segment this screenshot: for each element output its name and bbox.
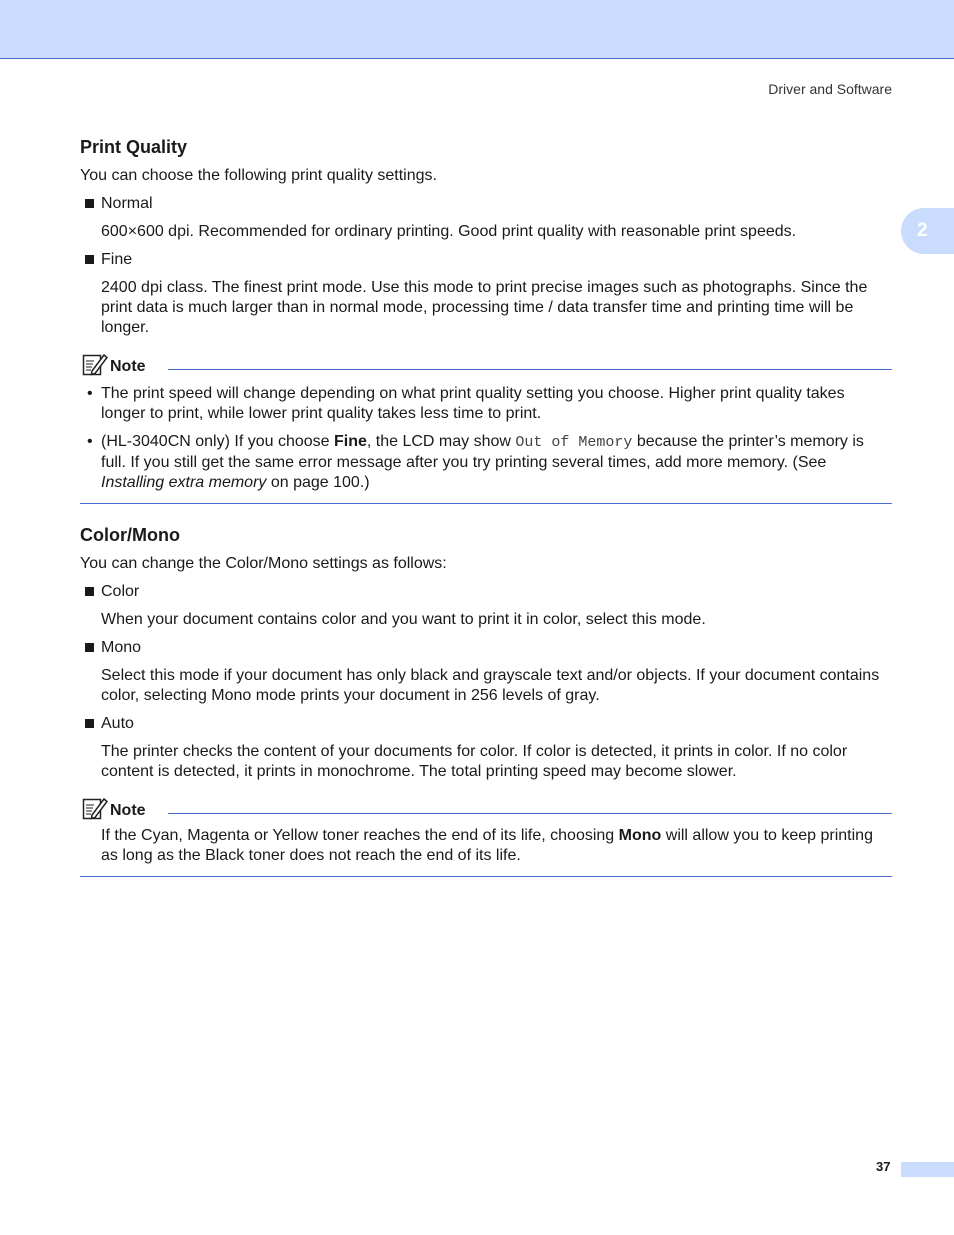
top-header-band xyxy=(0,0,954,59)
bullet-description: When your document contains color and you want to print it in color, select this mode. xyxy=(101,611,706,628)
note-text-part: If the Cyan, Magenta or Yellow toner reaches the end of its life, choosing xyxy=(101,827,619,844)
note-pencil-icon xyxy=(82,352,108,376)
bullet-item-auto xyxy=(80,714,892,734)
bullet-item-fine xyxy=(80,250,892,270)
note-item xyxy=(80,432,892,493)
bullet-label: Color xyxy=(101,583,140,600)
note-pencil-icon xyxy=(82,796,108,820)
note-header xyxy=(80,796,892,820)
running-header: Driver and Software xyxy=(768,81,892,97)
bullet-item-color xyxy=(80,582,892,602)
note-item xyxy=(80,384,892,424)
bullet-label: Normal xyxy=(101,195,153,212)
note-header xyxy=(80,352,892,376)
chapter-tab: 2 xyxy=(901,208,954,254)
bullet-description: 600×600 dpi. Recommended for ordinary printing. Good print quality with reasonable print speeds. xyxy=(101,223,797,240)
square-bullet-icon xyxy=(85,587,94,596)
bullet-label: Mono xyxy=(101,639,142,656)
note-text-part: , the LCD may show xyxy=(366,433,516,450)
note-text-part: on page 100.) xyxy=(266,474,370,491)
note-item xyxy=(80,826,892,866)
lcd-message: Out of Memory xyxy=(515,434,633,451)
note-text: The print speed will change depending on what print quality setting you choose. Higher print quality takes longer to print, while lower print quality takes less time to print. xyxy=(101,385,845,422)
note-text-part: will allow you to keep printing as long as the Black toner does not reach the end of its life. xyxy=(101,827,873,864)
emphasis-fine: Fine xyxy=(334,433,367,450)
note-text-part: (HL-3040CN only) If you choose xyxy=(101,433,334,450)
bullet-dot-icon: • xyxy=(87,385,93,402)
note-divider xyxy=(168,369,892,370)
square-bullet-icon xyxy=(85,255,94,264)
page-number-bar xyxy=(901,1162,954,1177)
note-end-divider xyxy=(80,876,892,877)
note-label: Note xyxy=(110,802,146,819)
bullet-item-mono xyxy=(80,638,892,658)
bullet-description: 2400 dpi class. The finest print mode. Use this mode to print precise images such as photographs. Since the print data is much larger than in normal mode, processing time / data transfer time and printing time will be longer. xyxy=(101,279,868,336)
emphasis-mono: Mono xyxy=(618,827,662,844)
color-mono-section xyxy=(80,524,892,877)
page-content xyxy=(80,136,892,877)
bullet-dot-icon: • xyxy=(87,433,93,450)
note-label: Note xyxy=(110,358,146,375)
bullet-description: Select this mode if your document has only black and grayscale text and/or objects. If your document contains color, selecting Mono mode prints your document in 256 levels of gray. xyxy=(101,667,880,704)
cross-reference: Installing extra memory xyxy=(101,474,267,491)
square-bullet-icon xyxy=(85,199,94,208)
section-intro: You can choose the following print quality settings. xyxy=(80,167,437,184)
page-number: 37 xyxy=(876,1159,891,1174)
print-quality-section xyxy=(80,136,892,504)
square-bullet-icon xyxy=(85,719,94,728)
bullet-item-normal xyxy=(80,194,892,214)
bullet-label: Auto xyxy=(101,715,134,732)
bullet-label: Fine xyxy=(101,251,133,268)
section-heading: Print Quality xyxy=(80,137,188,157)
bullet-description: The printer checks the content of your documents for color. If color is detected, it prints in color. If no color content is detected, it prints in monochrome. The total printing speed may become slower. xyxy=(101,743,848,780)
note-text-part: because the printer’s memory is full. If you still get the same error message after you try printing several times, add more memory. (See xyxy=(101,433,864,471)
note-end-divider xyxy=(80,503,892,504)
note-divider xyxy=(168,813,892,814)
section-intro: You can change the Color/Mono settings as follows: xyxy=(80,555,447,572)
square-bullet-icon xyxy=(85,643,94,652)
section-heading: Color/Mono xyxy=(80,525,180,545)
